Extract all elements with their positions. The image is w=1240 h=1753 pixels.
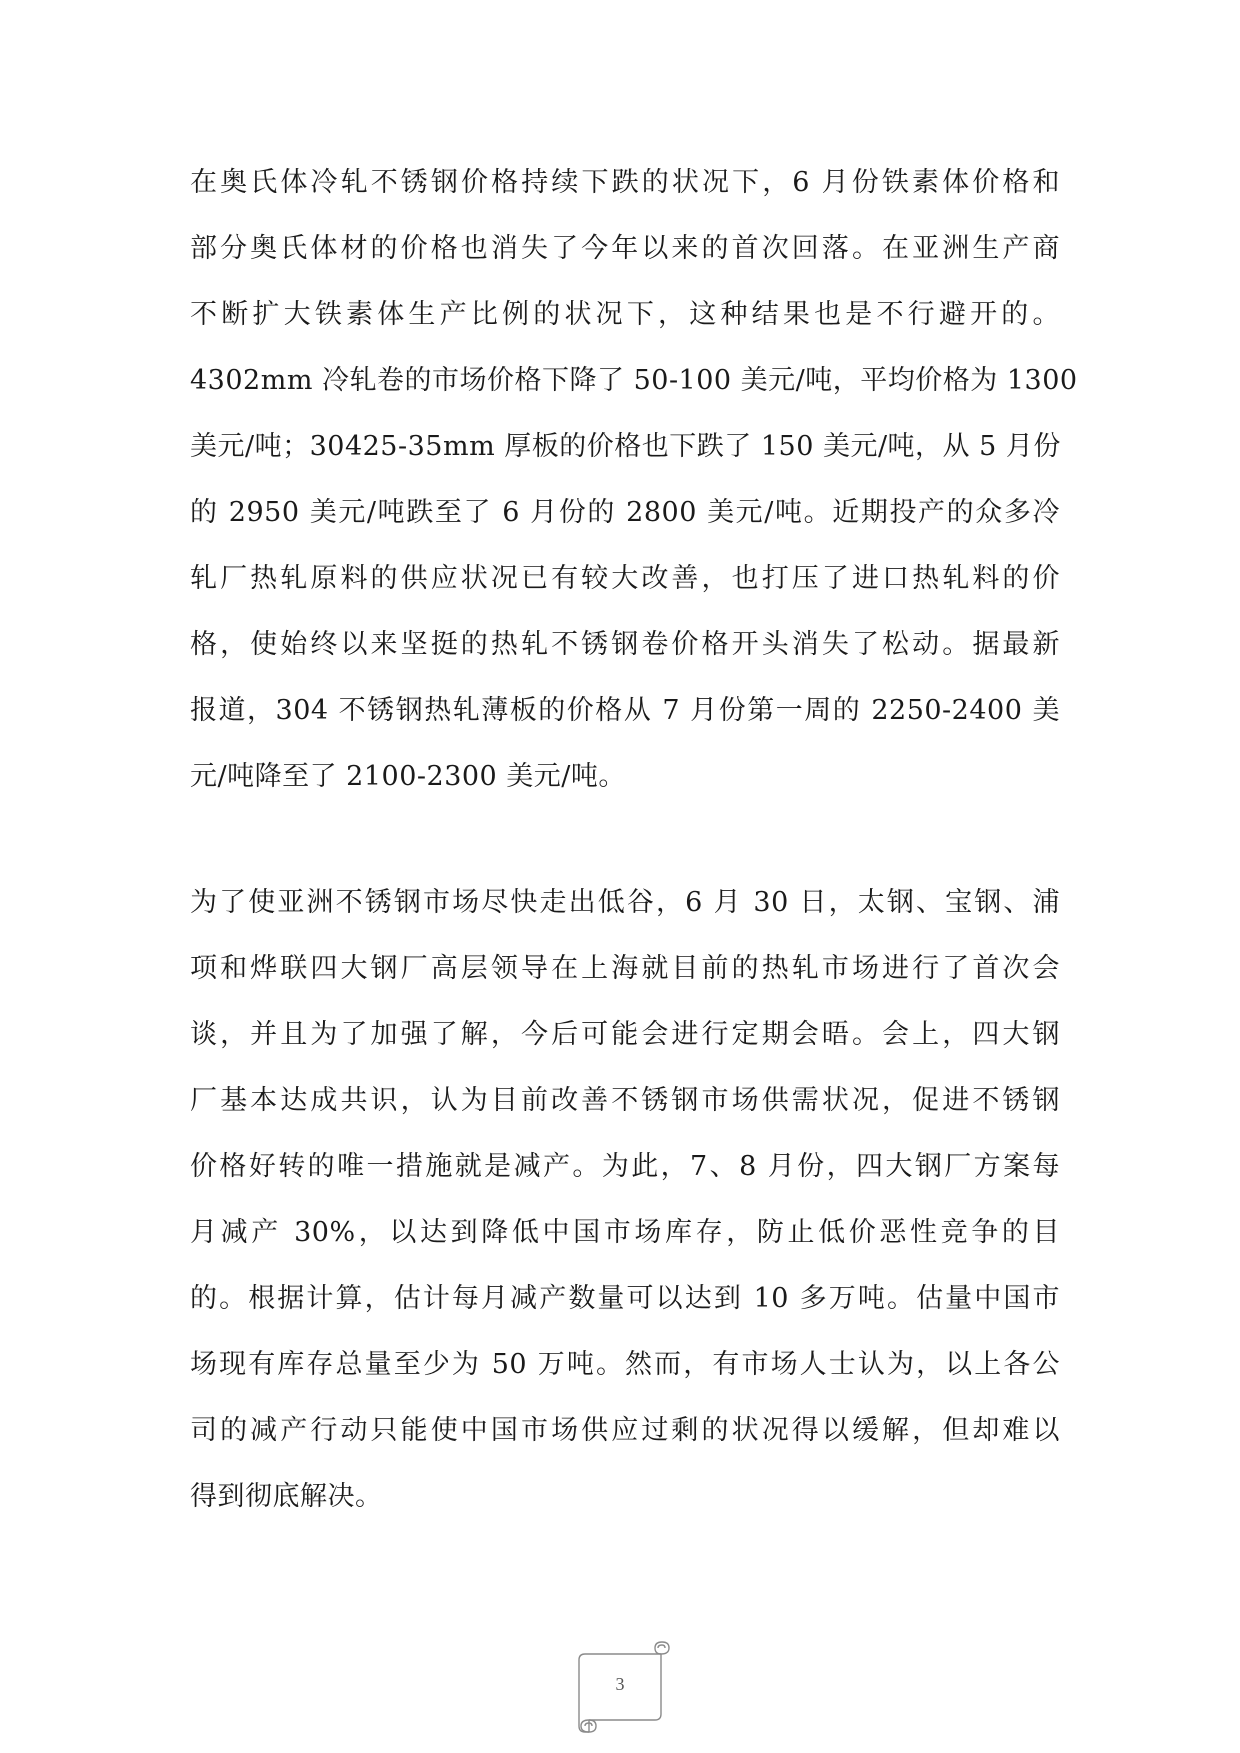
- text-line: 司的减产行动只能使中国市场供应过剩的状况得以缓解，但却难以: [190, 1415, 1060, 1446]
- text-line: 报道，304 不锈钢热轧薄板的价格从 7 月份第一周的 2250-2400 美: [190, 695, 1060, 726]
- page-number-scroll: [565, 1640, 675, 1736]
- text-line: 月减产 30%，以达到降低中国市场库存，防止低价恶性竞争的目: [190, 1217, 1060, 1248]
- text-line: 谈，并且为了加强了解，今后可能会进行定期会晤。会上，四大钢: [190, 1019, 1060, 1050]
- text-line: 美元/吨；30425-35mm 厚板的价格也下跌了 150 美元/吨，从 5 月份: [190, 431, 1061, 462]
- text-line: 轧厂热轧原料的供应状况已有较大改善，也打压了进口热轧料的价: [190, 563, 1060, 594]
- text-line: 在奥氏体冷轧不锈钢价格持续下跌的状况下，6 月份铁素体价格和: [190, 167, 1060, 198]
- text-line: 的。根据计算，估计每月减产数量可以达到 10 多万吨。估量中国市: [190, 1283, 1060, 1314]
- text-line: 不断扩大铁素体生产比例的状况下，这种结果也是不行避开的。: [190, 299, 1060, 330]
- text-line: 厂基本达成共识，认为目前改善不锈钢市场供需状况，促进不锈钢: [190, 1085, 1060, 1116]
- text-line: 的 2950 美元/吨跌至了 6 月份的 2800 美元/吨。近期投产的众多冷: [190, 497, 1060, 528]
- text-line: 部分奥氏体材的价格也消失了今年以来的首次回落。在亚洲生产商: [190, 233, 1060, 264]
- text-line: 格，使始终以来坚挺的热轧不锈钢卷价格开头消失了松动。据最新: [190, 629, 1060, 660]
- page-number: 3: [615, 1674, 625, 1694]
- text-line: 项和烨联四大钢厂高层领导在上海就目前的热轧市场进行了首次会: [190, 953, 1060, 984]
- text-line: 场现有库存总量至少为 50 万吨。然而，有市场人士认为，以上各公: [190, 1349, 1060, 1380]
- text-line: 4302mm 冷轧卷的市场价格下降了 50-100 美元/吨，平均价格为 1300: [190, 365, 1078, 396]
- text-line: 元/吨降至了 2100-2300 美元/吨。: [190, 761, 626, 792]
- text-line: 价格好转的唯一措施就是减产。为此，7、8 月份，四大钢厂方案每: [190, 1151, 1060, 1182]
- text-line: 为了使亚洲不锈钢市场尽快走出低谷，6 月 30 日，太钢、宝钢、浦: [190, 887, 1060, 918]
- text-line: 得到彻底解决。: [190, 1481, 383, 1512]
